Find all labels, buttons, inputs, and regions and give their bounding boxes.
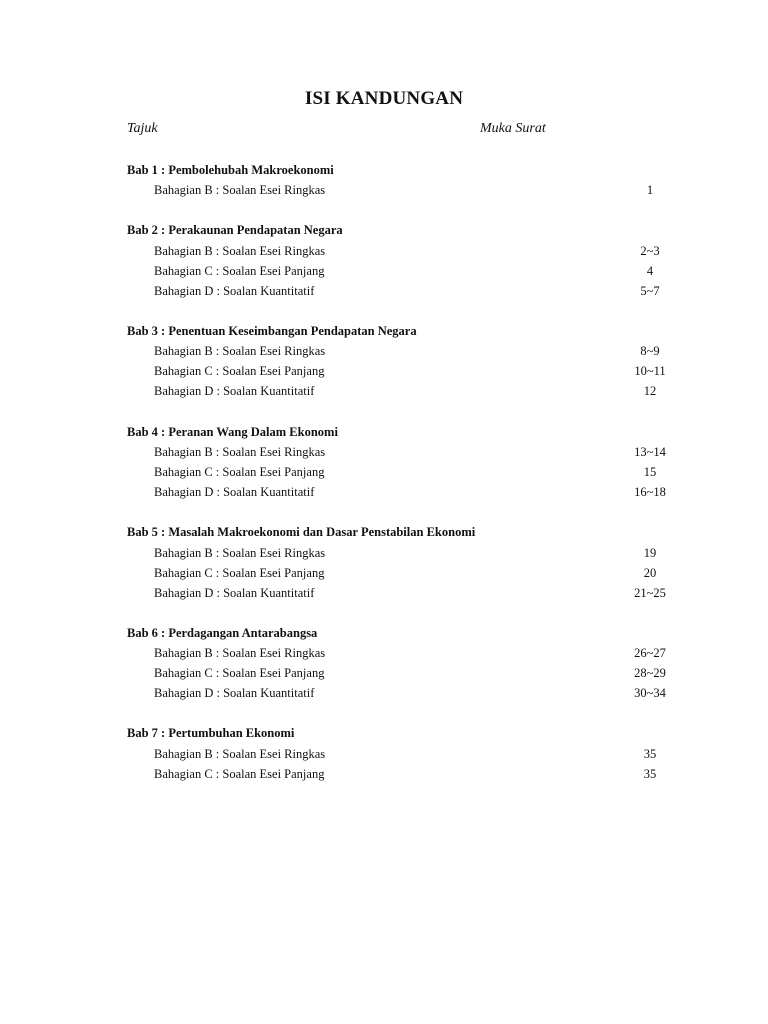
chapter-title: Bab 2 : Perakaunan Pendapatan Negara xyxy=(127,223,343,237)
page-number: 8~9 xyxy=(640,344,660,358)
section-label: Bahagian D : Soalan Kuantitatif xyxy=(154,485,315,499)
page-number: 19 xyxy=(643,546,657,560)
page-number: 2~3 xyxy=(640,244,660,258)
section-label: Bahagian D : Soalan Kuantitatif xyxy=(154,284,315,298)
page-number: 28~29 xyxy=(634,666,666,680)
section-label: Bahagian B : Soalan Esei Ringkas xyxy=(154,183,326,197)
page-number: 35 xyxy=(643,747,657,761)
chapter-title: Bab 5 : Masalah Makroekonomi dan Dasar Penstabilan Ekonomi xyxy=(127,525,476,539)
chapter-title: Bab 7 : Pertumbuhan Ekonomi xyxy=(127,726,295,740)
section-label: Bahagian C : Soalan Esei Panjang xyxy=(154,566,325,580)
section-label: Bahagian D : Soalan Kuantitatif xyxy=(154,586,315,600)
column-header-topic: Tajuk xyxy=(127,121,158,136)
section-label: Bahagian B : Soalan Esei Ringkas xyxy=(154,344,326,358)
column-header-page: Muka Surat xyxy=(480,121,546,136)
section-label: Bahagian B : Soalan Esei Ringkas xyxy=(154,244,326,258)
chapter-title: Bab 4 : Peranan Wang Dalam Ekonomi xyxy=(127,425,338,439)
chapter-title: Bab 3 : Penentuan Keseimbangan Pendapatan Negara xyxy=(127,324,417,338)
section-label: Bahagian C : Soalan Esei Panjang xyxy=(154,465,325,479)
section-label: Bahagian C : Soalan Esei Panjang xyxy=(154,364,325,378)
page-number: 16~18 xyxy=(634,485,666,499)
chapter-title: Bab 1 : Pembolehubah Makroekonomi xyxy=(127,163,334,177)
chapter-title: Bab 6 : Perdagangan Antarabangsa xyxy=(127,626,318,640)
page-number: 1 xyxy=(646,183,654,197)
page-number: 12 xyxy=(643,384,657,398)
section-label: Bahagian D : Soalan Kuantitatif xyxy=(154,384,315,398)
page-number: 13~14 xyxy=(634,445,666,459)
section-label: Bahagian C : Soalan Esei Panjang xyxy=(154,666,325,680)
page-number: 4 xyxy=(646,264,654,278)
page-number: 21~25 xyxy=(634,586,666,600)
section-label: Bahagian D : Soalan Kuantitatif xyxy=(154,686,315,700)
section-label: Bahagian B : Soalan Esei Ringkas xyxy=(154,546,326,560)
page-title: ISI KANDUNGAN xyxy=(304,88,464,109)
page-number: 5~7 xyxy=(640,284,660,298)
section-label: Bahagian C : Soalan Esei Panjang xyxy=(154,264,325,278)
page-number: 20 xyxy=(643,566,657,580)
section-label: Bahagian B : Soalan Esei Ringkas xyxy=(154,445,326,459)
page-number: 26~27 xyxy=(634,646,666,660)
section-label: Bahagian B : Soalan Esei Ringkas xyxy=(154,747,326,761)
section-label: Bahagian C : Soalan Esei Panjang xyxy=(154,767,325,781)
page-number: 30~34 xyxy=(634,686,666,700)
page-number: 15 xyxy=(643,465,657,479)
page-number: 10~11 xyxy=(634,364,666,378)
section-label: Bahagian B : Soalan Esei Ringkas xyxy=(154,646,326,660)
page-number: 35 xyxy=(643,767,657,781)
